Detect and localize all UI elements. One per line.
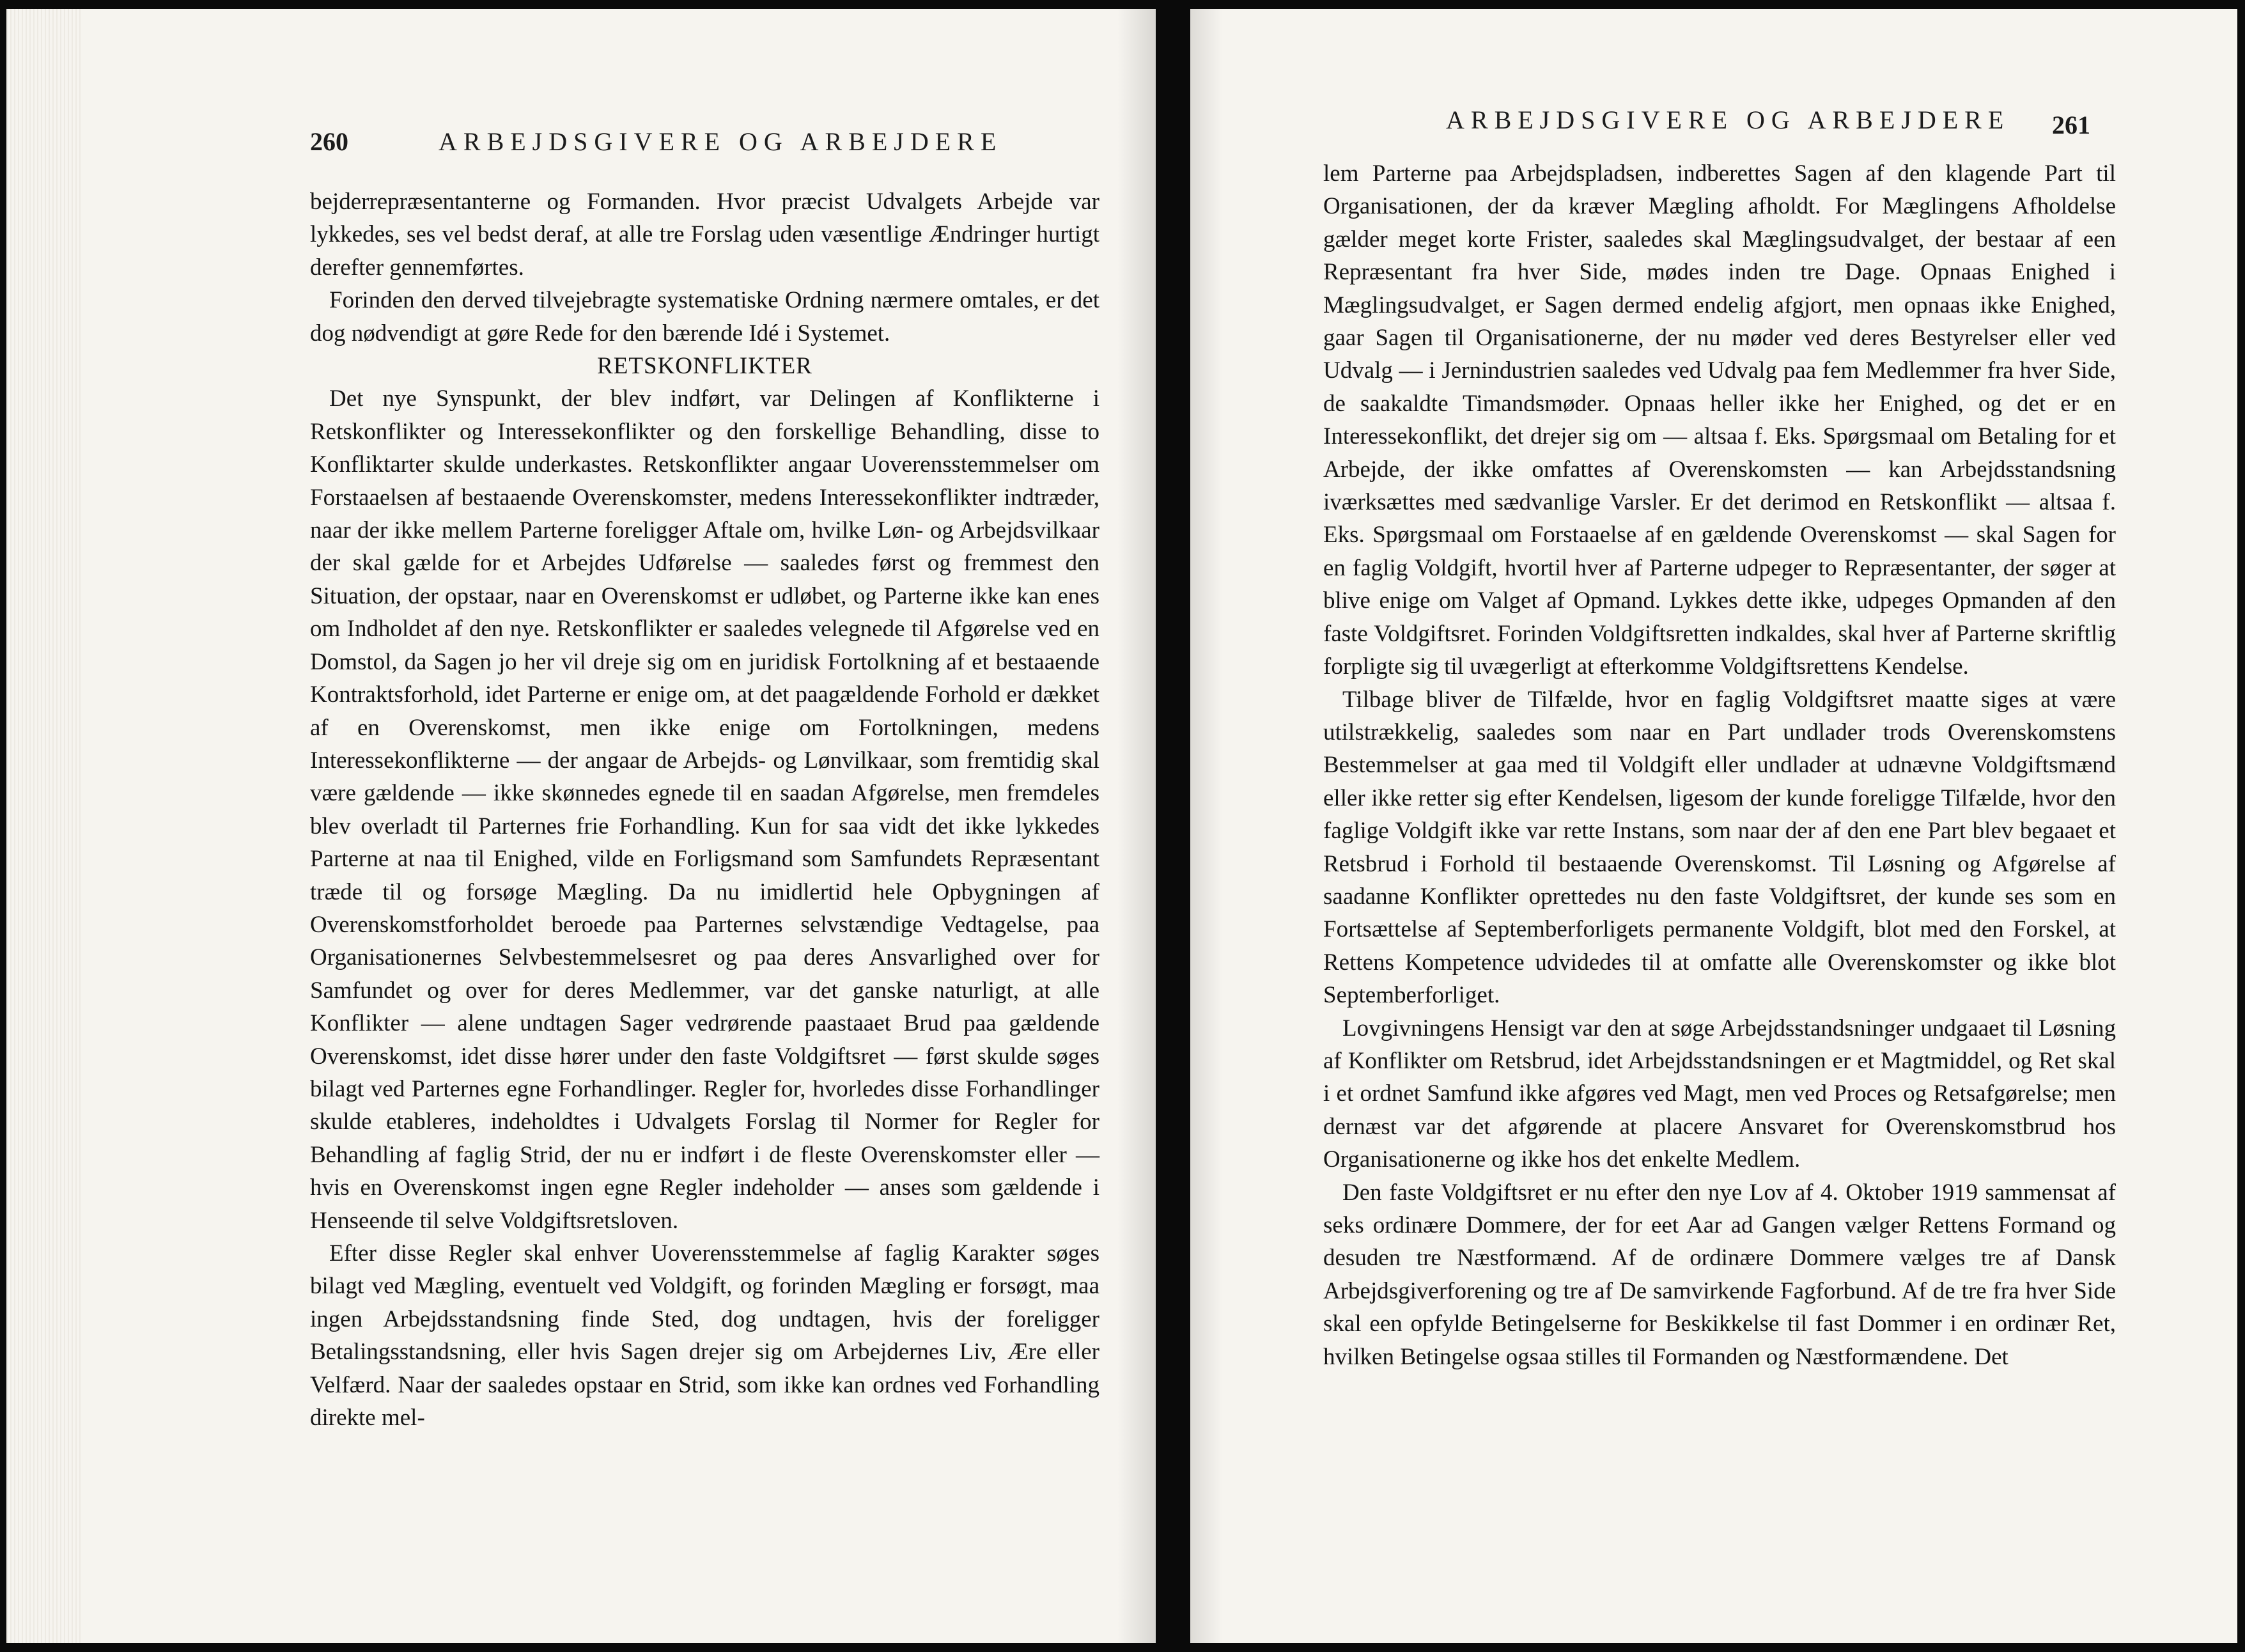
running-head: ARBEJDSGIVERE OG ARBEJDERE bbox=[439, 127, 1003, 156]
spine-shadow bbox=[1117, 9, 1156, 1643]
running-head: ARBEJDSGIVERE OG ARBEJDERE bbox=[1446, 105, 2010, 134]
paragraph: Den faste Voldgiftsret er nu efter den nye Lov af 4. Oktober 1919 sammensat af seks ordinære Dommere, der for eet Aar ad Gangen vælger Rettens Formand og desuden tre Næstformænd. Af de ordinære Dommere vælges tre af Dansk Arbejdsgiverforening og tre af De samvirkende Fagforbund. Af de tre fra hver Side skal een opfylde Betingelserne for Beskikkelse til fast Dommer i en ordinær Ret, hvilken Betingelse ogsaa stilles til Formanden og Næstformændene. Det bbox=[1323, 1179, 2116, 1370]
page-number: 261 bbox=[2052, 111, 2090, 139]
section-heading: RETSKONFLIKTER bbox=[597, 353, 812, 380]
paragraph: Lovgivningens Hensigt var den at søge Arbejdsstandsninger undgaaet til Løsning af Konflikter om Retsbrud, idet Arbejdsstandsningen er et Magtmiddel, og Ret skal i et ordnet Samfund ikke afgøres ved Magt, men ved Proces og Retsafgørelse; men dernæst var det afgørende at placere Ansvaret for Overenskomstbrud hos Organisationerne og ikke hos det enkelte Medlem. bbox=[1323, 1015, 2116, 1173]
spine-shadow bbox=[1190, 9, 1222, 1643]
right-page bbox=[1190, 9, 2237, 1643]
paragraph: Forinden den derved tilvejebragte systematiske Ordning nærmere omtales, er det dog nødvendigt at gøre Rede for den bærende Idé i Systemet. bbox=[310, 287, 1099, 347]
paragraph: bejderrepræsentanterne og Formanden. Hvor præcist Udvalgets Arbejde var lykkedes, ses vel bedst deraf, at alle tre Forslag uden væsentlige Ændringer hurtigt derefter gennemførtes. bbox=[310, 189, 1099, 281]
paragraph: Det nye Synspunkt, der blev indført, var Delingen af Konflikterne i Retskonflikter og Interessekonflikter og den forskellige Behandling, disse to Konfliktarter skulde underkastes. Retskonflikter angaar Uoverensstemmelser om Forstaaelsen af bestaaende Overenskomster, medens Interessekonflikter indtræder, naar der ikke mellem Parterne foreligger Aftale om, hvilke Løn- og Arbejdsvilkaar der skal gælde for et Arbejdes Udførelse — saaledes først og fremmest den Situation, der opstaar, naar en Overenskomst er udløbet, og Parterne ikke kan enes om Indholdet af den nye. Retskonflikter er saaledes velegnede til Afgørelse ved en Domstol, da Sagen jo her vil dreje sig om en juridisk Fortolkning af et bestaaende Kontraktsforhold, idet Parterne er enige om, at det paagældende Forhold er dækket af en Overenskomst, men ikke enige om Fortolkningen, medens Interessekonflikterne — der angaar de Arbejds- og Lønvilkaar, som fremtidig skal være gældende — ikke skønnedes egnede til en saadan Afgørelse, men fremdeles blev overladt til Parternes frie Forhandling. Kun for saa vidt det ikke lykkedes Parterne at naa til Enighed, vilde en Forligsmand som Samfundets Repræsentant træde til og forsøge Mægling. Da nu imidlertid hele Opbygningen af Overenskomstforholdet beroede paa Parternes selvstændige Vedtagelse, paa Organisationernes Selvbestemmelsesret og paa deres Ansvarlighed over for Samfundet og over for deres Medlemmer, var det ganske naturligt, at alle Konflikter — alene undtagen Sager vedrørende paastaaet Brud paa gældende Overenskomst, idet disse hører under den faste Voldgiftsret — først skulde søges bilagt ved Parternes egne Forhandlinger. Regler for, hvorledes disse Forhandlinger skulde etableres, indeholdtes i Udvalgets Forslag til Normer for Regler for Behandling af faglig Strid, der nu er indført i de fleste Overenskomster eller — hvis en Overenskomst ingen egne Regler indeholder — anses som gældende i Henseende til selve Voldgiftsretsloven. bbox=[310, 386, 1099, 1234]
page-number: 260 bbox=[310, 127, 348, 156]
page-edge bbox=[6, 9, 83, 1643]
paragraph: Tilbage bliver de Tilfælde, hvor en faglig Voldgiftsret maatte siges at være utilstrækkelig, saaledes som naar en Part undlader trods Overenskomstens Bestemmelser at gaa med til Voldgift eller undlader at udnævne Voldgiftsmænd eller ikke retter sig efter Kendelsen, ligesom der kunde foreligge Tilfælde, hvor den faglige Voldgift ikke var rette Instans, som naar der af den ene Part blev begaaet et Retsbrud i Forhold til bestaaende Overenskomst. Til Løsning og Afgørelse af saadanne Konflikter oprettedes nu den faste Voldgiftsret, der kunde ses som en Fortsættelse af Septemberforligets permanente Voldgift, blot med den Forskel, at Rettens Kompetence udvidedes til at omfatte alle Overenskomster og ikke blot Septemberforliget. bbox=[1323, 686, 2116, 1009]
body-text bbox=[1323, 157, 2116, 1373]
body-text bbox=[310, 185, 1099, 1434]
paragraph: lem Parterne paa Arbejdspladsen, indberettes Sagen af den klagende Part til Organisationen, der da kræver Mægling afholdt. For Mæglingens Afholdelse gælder meget korte Frister, saaledes skal Mæglingsudvalget, der bestaar af een Repræsentant fra hver Side, mødes inden tre Dage. Opnaas Enighed i Mæglingsudvalget, er Sagen dermed endelig afgjort, men opnaas ikke Enighed, gaar Sagen til Organisationerne, der nu møder ved deres Bestyrelser eller ved Udvalg — i Jernindustrien saaledes ved Udvalg paa fem Medlemmer fra hver Side, de saakaldte Timandsmøder. Opnaas heller ikke her Enighed, og det er en Interessekonflikt, det drejer sig om — altsaa f. Eks. Spørgsmaal om Betaling for et Arbejde, der ikke omfattes af Overenskomsten — kan Arbejdsstandsning iværksættes med sædvanlige Varsler. Er det derimod en Retskonflikt — altsaa f. Eks. Spørgsmaal om Forstaaelse af en gældende Overenskomst — skal Sagen for en faglig Voldgift, hvortil hver af Parterne udpeger to Repræsentanter, der søger at blive enige om Valget af Opmand. Lykkes dette ikke, udpeges Opmanden af den faste Voldgiftsret. Forinden Voldgiftsretten indkaldes, skal hver af Parterne skriftlig forpligte sig til uvægerligt at efterkomme Voldgiftsrettens Kendelse. bbox=[1323, 160, 2116, 680]
left-page bbox=[6, 9, 1156, 1643]
paragraph: Efter disse Regler skal enhver Uoverensstemmelse af faglig Karakter søges bilagt ved Mægling, eventuelt ved Voldgift, og forinden Mægling er forsøgt, maa ingen Arbejdsstandsning finde Sted, dog undtagen, hvis der foreligger Betalingsstandsning, eller hvis Sagen drejer sig om Arbejdernes Liv, Ære eller Velfærd. Naar der saaledes opstaar en Strid, som ikke kan ordnes ved Forhandling direkte mel- bbox=[310, 1240, 1099, 1431]
